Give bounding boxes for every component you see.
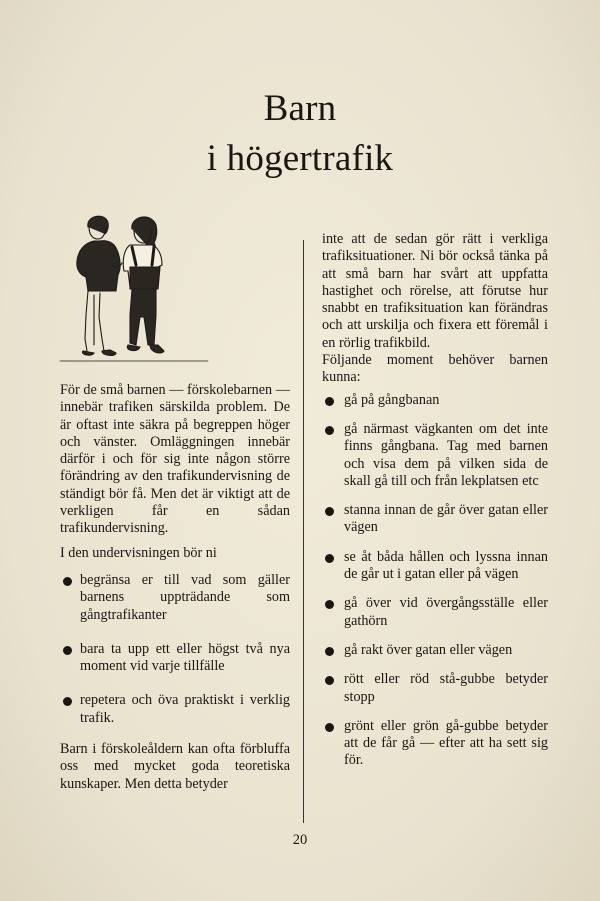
page-title xyxy=(0,84,600,184)
list-item-text: gå rakt över gatan eller vägen xyxy=(344,641,513,658)
list-item-text: repetera och öva praktiskt i verklig trafik. xyxy=(80,692,290,726)
list-item xyxy=(322,671,548,706)
bullet-icon xyxy=(63,697,72,706)
list-item-text: se åt båda hållen och lyssna innan de går ut i gatan eller på vägen xyxy=(344,548,548,583)
bullet-icon xyxy=(325,647,334,656)
page-number: 20 xyxy=(292,832,308,848)
right-bullet-list xyxy=(322,392,548,770)
bullet-icon xyxy=(325,507,334,516)
left-intro-paragraph: För de små barnen — förskolebarnen — innebär trafiken särskilda problem. De är oftast inte säkra på begreppen höger och vänster. Omläggningen innebär därför i och för sig inte någon större förändring av den trafikundervisning de ständigt bör få. Men det är viktigt att de verkligen får en sådan trafikundervisning. xyxy=(60,382,290,537)
list-item xyxy=(322,392,548,409)
list-item xyxy=(322,595,548,630)
left-lead-paragraph: I den undervisningen bör ni xyxy=(60,544,217,561)
list-item-text: gå över vid övergångsställe eller gathörn xyxy=(344,595,548,629)
list-item-text: gå på gångbanan xyxy=(344,391,440,408)
right-column xyxy=(322,231,548,770)
title-line-1: Barn xyxy=(263,88,337,129)
children-illustration xyxy=(58,205,213,367)
list-item xyxy=(322,502,548,537)
list-item-text: gå närmast vägkanten om det inte finns gångbana. Tag med barnen och visa dem på vilken sida de skall gå till och från lekplatsen etc xyxy=(344,420,548,489)
bullet-icon xyxy=(63,577,72,586)
column-divider xyxy=(303,240,304,823)
list-item-text: begränsa er till vad som gäller barnens uppträdande som gångtrafikanter xyxy=(80,571,290,623)
list-item xyxy=(60,641,290,676)
list-item xyxy=(322,642,548,659)
list-item xyxy=(60,692,290,727)
right-intro-paragraph: inte att de sedan gör rätt i verkliga trafiksituationer. Ni bör också tänka på att små barn har svårt att uppfatta hastighet och rörelse, att förutse hur snabbt en trafiksituation kan förändras och att urskilja och fixera ett föremål i en rörlig trafikbild. xyxy=(322,231,548,351)
left-column xyxy=(60,382,290,793)
list-item xyxy=(322,718,548,770)
list-item-text: grönt eller grön gå-gubbe betyder att de får gå — efter att ha sett sig för. xyxy=(344,717,548,769)
bullet-icon xyxy=(325,554,334,563)
left-bullet-list xyxy=(60,572,290,727)
right-lead-paragraph: Följande moment behöver barnen kunna: xyxy=(322,352,548,386)
left-outro-paragraph: Barn i förskoleåldern kan ofta förbluffa oss med mycket goda teoretiska kunskaper. Men detta betyder xyxy=(60,741,290,792)
list-item-text: rött eller röd stå-gubbe betyder stopp xyxy=(344,671,548,705)
bullet-icon xyxy=(325,723,334,732)
list-item xyxy=(322,421,548,490)
list-item xyxy=(60,572,290,624)
bullet-icon xyxy=(63,646,72,655)
title-line-2: i högertrafik xyxy=(206,138,394,179)
list-item-text: bara ta upp ett eller högst två nya moment vid varje tillfälle xyxy=(80,640,290,675)
bullet-icon xyxy=(325,676,334,685)
bullet-icon xyxy=(325,426,334,435)
list-item-text: stanna innan de går över gatan eller vägen xyxy=(344,502,548,536)
bullet-icon xyxy=(325,600,334,609)
list-item xyxy=(322,549,548,584)
bullet-icon xyxy=(325,397,334,406)
